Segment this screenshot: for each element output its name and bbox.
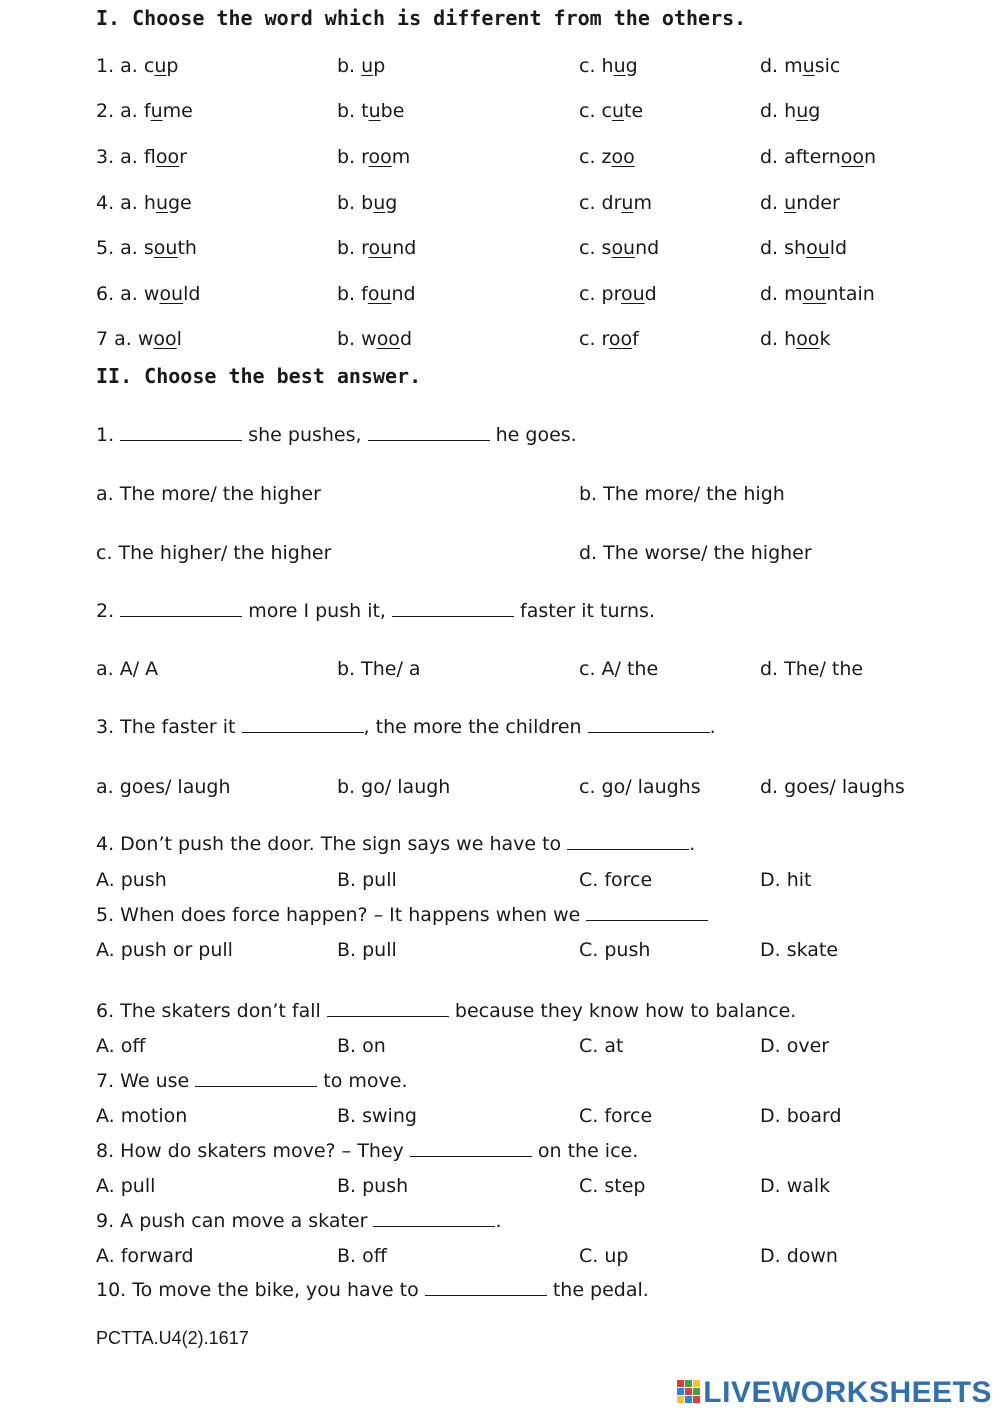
answer-blank[interactable] <box>120 600 242 617</box>
question-2: 2. more I push it, faster it turns. <box>96 600 655 622</box>
word-option-4a[interactable]: 4. a. huge <box>96 192 192 214</box>
option-b[interactable]: B. pull <box>337 939 397 961</box>
option-b[interactable]: b. go/ laugh <box>337 776 451 798</box>
option-d[interactable]: D. walk <box>760 1175 831 1197</box>
logo-square <box>685 1388 692 1395</box>
question-10: 10. To move the bike, you have to the pedal. <box>96 1279 649 1301</box>
word-option-1c[interactable]: c. hug <box>579 55 638 77</box>
answer-blank[interactable] <box>373 1210 495 1227</box>
option-a[interactable]: A. pull <box>96 1175 156 1197</box>
option-c[interactable]: c. A/ the <box>579 658 659 680</box>
word-option-4b[interactable]: b. bug <box>337 192 398 214</box>
option-d[interactable]: D. over <box>760 1035 830 1057</box>
question-1-options-row-1 <box>0 480 1000 508</box>
option-a[interactable]: a. A/ A <box>96 658 159 680</box>
word-option-3a[interactable]: 3. a. floor <box>96 146 187 168</box>
logo-square <box>685 1396 692 1403</box>
word-option-3d[interactable]: d. afternoon <box>760 146 877 168</box>
word-row-1 <box>0 52 1000 80</box>
word-option-6a[interactable]: 6. a. would <box>96 283 201 305</box>
question-8: 8. How do skaters move? – They on the ice. <box>96 1140 639 1162</box>
option-d[interactable]: D. skate <box>760 939 839 961</box>
answer-blank[interactable] <box>242 716 364 733</box>
word-row-6 <box>0 280 1000 308</box>
logo-square <box>693 1396 700 1403</box>
question-3-options <box>0 773 1000 801</box>
option-d[interactable]: D. hit <box>760 869 812 891</box>
word-option-3c[interactable]: c. zoo <box>579 146 635 168</box>
question-4: 4. Don’t push the door. The sign says we have to . <box>96 833 696 855</box>
answer-blank[interactable] <box>327 1000 449 1017</box>
logo-square <box>693 1388 700 1395</box>
option-b[interactable]: B. off <box>337 1245 387 1267</box>
answer-blank[interactable] <box>567 833 689 850</box>
section-1-title: I. Choose the word which is different from the others. <box>96 6 747 30</box>
logo-square <box>685 1380 692 1387</box>
word-option-6d[interactable]: d. mountain <box>760 283 875 305</box>
word-option-3b[interactable]: b. room <box>337 146 411 168</box>
option-a[interactable]: A. push <box>96 869 167 891</box>
question-7: 7. We use to move. <box>96 1070 408 1092</box>
option-b[interactable]: b. The more/ the high <box>579 483 785 505</box>
question-1-options-row-2 <box>0 539 1000 567</box>
option-b[interactable]: B. on <box>337 1035 386 1057</box>
word-option-2a[interactable]: 2. a. fume <box>96 100 193 122</box>
liveworksheets-logo-text: LIVEWORKSHEETS <box>703 1376 992 1409</box>
question-9-options <box>0 1242 1000 1270</box>
word-row-3 <box>0 143 1000 171</box>
word-option-5b[interactable]: b. round <box>337 237 417 259</box>
word-option-5d[interactable]: d. should <box>760 237 848 259</box>
option-c[interactable]: C. force <box>579 1105 653 1127</box>
word-option-4d[interactable]: d. under <box>760 192 840 214</box>
option-b[interactable]: B. swing <box>337 1105 417 1127</box>
logo-square <box>677 1396 684 1403</box>
word-row-4 <box>0 189 1000 217</box>
word-option-6c[interactable]: c. proud <box>579 283 657 305</box>
logo-square <box>693 1380 700 1387</box>
question-2-options <box>0 655 1000 683</box>
question-7-options <box>0 1102 1000 1130</box>
word-option-5c[interactable]: c. sound <box>579 237 660 259</box>
question-6-options <box>0 1032 1000 1060</box>
question-4-options <box>0 866 1000 894</box>
question-9: 9. A push can move a skater . <box>96 1210 502 1232</box>
answer-blank[interactable] <box>195 1070 317 1087</box>
logo-square <box>677 1380 684 1387</box>
section-2-title: II. Choose the best answer. <box>96 364 422 388</box>
word-option-1d[interactable]: d. music <box>760 55 841 77</box>
word-row-2 <box>0 97 1000 125</box>
word-row-5 <box>0 234 1000 262</box>
liveworksheets-logo-icon <box>677 1380 701 1406</box>
option-c[interactable]: C. push <box>579 939 651 961</box>
option-c[interactable]: C. force <box>579 869 653 891</box>
option-b[interactable]: b. The/ a <box>337 658 421 680</box>
logo-square <box>677 1388 684 1395</box>
question-1: 1. she pushes, he goes. <box>96 424 577 446</box>
question-5: 5. When does force happen? – It happens when we <box>96 901 708 929</box>
word-option-7b[interactable]: b. wood <box>337 328 412 350</box>
worksheet-code: PCTTA.U4(2).1617 <box>96 1328 249 1348</box>
word-option-2c[interactable]: c. cute <box>579 100 644 122</box>
question-8-options <box>0 1172 1000 1200</box>
option-d[interactable]: d. goes/ laughs <box>760 776 905 798</box>
option-a[interactable]: a. The more/ the higher <box>96 483 321 505</box>
option-d[interactable]: d. The/ the <box>760 658 864 680</box>
word-option-2b[interactable]: b. tube <box>337 100 405 122</box>
word-option-1a[interactable]: 1. a. cup <box>96 55 179 77</box>
liveworksheets-logo[interactable] <box>677 1376 992 1410</box>
answer-blank[interactable] <box>586 904 708 921</box>
question-6: 6. The skaters don’t fall because they know how to balance. <box>96 1000 797 1022</box>
word-option-7c[interactable]: c. roof <box>579 328 639 350</box>
question-3: 3. The faster it , the more the children . <box>96 716 716 738</box>
option-a[interactable]: A. motion <box>96 1105 188 1127</box>
option-b[interactable]: B. push <box>337 1175 409 1197</box>
option-a[interactable]: A. forward <box>96 1245 194 1267</box>
option-a[interactable]: A. push or pull <box>96 939 233 961</box>
answer-blank[interactable] <box>392 600 514 617</box>
option-d[interactable]: D. down <box>760 1245 838 1267</box>
option-b[interactable]: B. pull <box>337 869 397 891</box>
option-a[interactable]: A. off <box>96 1035 146 1057</box>
answer-blank[interactable] <box>368 424 490 441</box>
word-option-1b[interactable]: b. up <box>337 55 386 77</box>
option-c[interactable]: c. go/ laughs <box>579 776 701 798</box>
question-5-options <box>0 936 1000 964</box>
option-a[interactable]: a. goes/ laugh <box>96 776 231 798</box>
word-option-7d[interactable]: d. hook <box>760 328 831 350</box>
answer-blank[interactable] <box>425 1279 547 1296</box>
option-c[interactable]: C. step <box>579 1175 646 1197</box>
option-c[interactable]: C. up <box>579 1245 629 1267</box>
word-option-6b[interactable]: b. found <box>337 283 416 305</box>
word-option-7a[interactable]: 7 a. wool <box>96 328 182 350</box>
word-option-2d[interactable]: d. hug <box>760 100 821 122</box>
option-d[interactable]: d. The worse/ the higher <box>579 542 812 564</box>
answer-blank[interactable] <box>588 716 710 733</box>
option-d[interactable]: D. board <box>760 1105 842 1127</box>
option-c[interactable]: c. The higher/ the higher <box>96 542 332 564</box>
word-option-4c[interactable]: c. drum <box>579 192 652 214</box>
option-c[interactable]: C. at <box>579 1035 624 1057</box>
answer-blank[interactable] <box>120 424 242 441</box>
word-option-5a[interactable]: 5. a. south <box>96 237 197 259</box>
answer-blank[interactable] <box>410 1140 532 1157</box>
word-row-7 <box>0 325 1000 353</box>
